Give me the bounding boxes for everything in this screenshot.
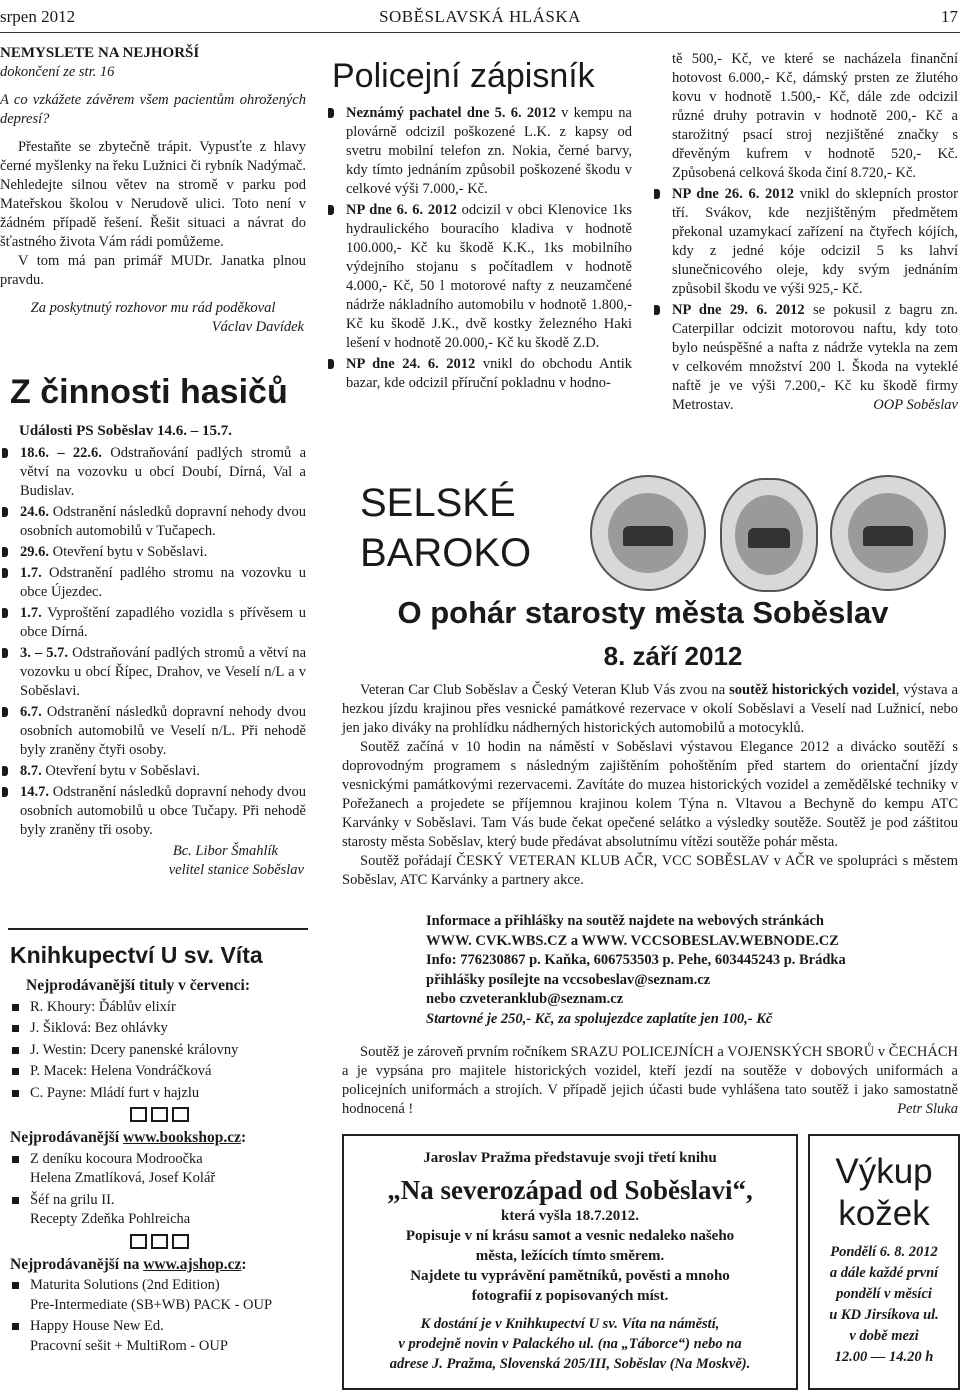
bullet-icon — [12, 1025, 19, 1032]
hasici-list — [0, 444, 306, 840]
policie-title: Policejní zápisník — [332, 57, 595, 95]
baroko-paragraph: Veteran Car Club Soběslav a Český Veteran Klub Vás zvou na soutěž historických vozidel, výstava a hezkou jízdu krajinou přes vesnické památkové rezervace v okolí Soběslavi a Veselí nad Lužnicí, nebo jen jako diváky na prohlídku nádherných historických automobilů a motocyklů. — [342, 682, 958, 736]
article-paragraph: Přestaňte se zbytečně trápit. Vypusťte z hlavy černé myšlenky na řeku Lužnici či rybník Nadýmač. Nehledejte silnou větev na stromě v parku pod Mateřskou školou v Nerudově ulici. Toto není v žádném případě řešení. Řešit situaci a návrat do šťastného života Vám rádi pomůžeme. — [0, 139, 306, 250]
bullet-icon — [328, 205, 334, 215]
list-item: 14.7. Odstranění následků dopravní nehody dvou osobních automobilů u obce Tučapy. Při nehodě byly zraněny tři osoby. — [0, 783, 306, 840]
ajshop-link[interactable]: www.ajshop.cz — [143, 1255, 242, 1273]
knihkupectvi-subtitle: Nejprodávanější www.bookshop.cz: — [10, 1129, 247, 1146]
knihkupectvi-subtitle: Nejprodávanější na www.ajshop.cz: — [10, 1255, 247, 1273]
baroko-logo-text: SELSKÉ BAROKO — [360, 481, 532, 575]
hasici-signature-role: velitel stanice Soběslav — [168, 862, 304, 878]
bullet-icon — [2, 568, 8, 578]
veteran-club-emblem-icon — [720, 478, 818, 592]
hasici-signature: Bc. Libor Šmahlík — [172, 843, 278, 859]
bullet-icon — [12, 1068, 19, 1075]
list-item: Z deníku kocoura Modroočka Helena Zmatlíková, Josef Kolář — [10, 1150, 308, 1189]
bullet-icon — [2, 507, 8, 517]
list-item: C. Payne: Mládí furt v hajzlu — [10, 1084, 308, 1104]
article-question: A co vzkážete závěrem všem pacientům ohrožených depresí? — [0, 92, 306, 127]
list-item: NP dne 29. 6. 2012 se pokusil z bagru zn. Caterpillar odcizit motorovou naftu, kdy toto bylo neúspěšné a nafta z nádrže vytekla na zem v celkovém množství 200 l. Škoda na vyteklé naftě je ve výši 7.200,- Kč ku škodě firmy Metrostav. — [652, 301, 958, 415]
list-item: NP dne 24. 6. 2012 vnikl do obchodu Antik bazar, kde odcizil příruční pokladnu v hodno- — [326, 355, 632, 395]
list-item: Neznámý pachatel dne 5. 6. 2012 v kempu na plovárně odcizil poškozené L.K. z kapsy od svetru mobilní telefon zn. Nokia, černé barvy, kdy tímto jednáním způsobil poškozené škodu v celkové výši 7.000,- Kč. — [326, 104, 632, 199]
article-subtitle: dokončení ze str. 16 — [0, 64, 115, 80]
list-item: 6.7. Odstranění následků dopravní nehody dvou osobních automobilů ve Veselí n/L. Při nehodě byly zraněny čtyři osoby. — [0, 703, 306, 760]
bullet-icon — [2, 608, 8, 618]
kniha-text: Jaroslav Pražma představuje svoji třetí knihu „Na severozápad od Soběslavi“, která vyšla 18.7.2012. Popisuje v ní krásu samot a vesnic nedaleko našeho města, ležících tímto směrem. Najdete tu vyprávění pamětníků, pověsti a mnoho fotografií z popisovaných míst. K dostání je v Knihkupectví U sv. Víta na náměstí, v prodejně novin v Palackého ul. (na „Táborce“) nebo na adrese J. Pražma, Slovenská 205/III, Soběslav (Na Moskvě). — [387, 1150, 753, 1372]
list-item: J. Šiklová: Bez ohlávky — [10, 1019, 308, 1039]
article-credit: Za poskytnutý rozhovor mu rád poděkoval — [30, 300, 276, 316]
bullet-icon — [12, 1282, 19, 1289]
policie-item-continued: tě 500,- Kč, ve které se nacházela finanční hotovost 6.000,- Kč, dámský prsten ze žlutého kovu v hodnotě 1.500,- Kč, dále zde odcizil různé druhy potravin v hodnotě 200,- Kč a starožitný psací stroj nezjištěné značky s dřevěným kufrem v hodnotě 520,- Kč. Způsobená celková škoda činí 8.720,- Kč. — [672, 51, 958, 181]
bullet-icon — [2, 766, 8, 776]
list-item: 1.7. Odstranění padlého stromu na vozovku u obce Újezdec. — [0, 564, 306, 602]
baroko-paragraph: Soutěž začíná v 10 hodin na náměstí v Soběslavi výstavou Elegance 2012 a divácko soutěží s doprovodným programem s následným zajištěním pohoštěním před startem do orientační jízdy vesnickými památkovými rezervacemi. Zavítáte do muzea historických vozidel a zemědělské techniky v Pořežanech a projedete se příjemnou krajinou kolem Týna n. Vltavou a Bechyně do kempu ATC Karvánky v Soběslavi. Tam Vás bude čekat opečené selátko a výsledky soutěže. Soutěž je pod záštitou starosty města Soběslav, který bude předávat absolutnímu vítězi soutěže pohár města. — [342, 739, 958, 850]
knihkupectvi-section — [10, 940, 308, 1358]
list-item: R. Khoury: Ďáblův elixír — [10, 998, 308, 1018]
knihkupectvi-subtitle: Nejprodávanější tituly v červenci: — [26, 977, 250, 994]
bullet-icon — [654, 189, 660, 199]
article-title: NEMYSLETE NA NEJHORŠÍ — [0, 45, 200, 61]
baroko-text — [342, 681, 958, 890]
baroko-date: 8. září 2012 — [603, 641, 743, 671]
list-item: NP dne 6. 6. 2012 odcizil v obci Klenovice 1ks hydraulického bouracího kladiva v hodnotě 100.000,- Kč ku škodě K.K., 1ks mobilního výdejního stojanu s počítadlem v hodnotě 4.000,- Kč, 50 l motorové nafty z neuzamčené nádrže nákladního automobilu v hodnotě 1.800,- Kč ku škodě J.K., dvě kostky železného Haki lešení v hodnotě 20.000,- Kč ku škodě Z.D. — [326, 201, 632, 353]
header-title: SOBĚSLAVSKÁ HLÁSKA — [379, 7, 581, 26]
list-item: J. Westin: Dcery panenské královny — [10, 1041, 308, 1061]
list-item: 18.6. – 22.6. Odstraňování padlých stromů a větví na vozovku u obcí Doubí, Dírná, Val a Budislav. — [0, 444, 306, 501]
bullet-icon — [328, 108, 334, 118]
policie-item-2-part: vnikl do obchodu Antik bazar, kde odcizil příruční pokladnu v hodno- — [346, 356, 632, 391]
list-item: Šéf na grilu II. Recepty Zdeňka Pohlreicha — [10, 1191, 308, 1230]
list-item: 8.7. Otevření bytu v Soběslavi. — [0, 762, 306, 781]
hasici-title: Z činnosti hasičů — [10, 373, 288, 411]
bullet-icon — [2, 787, 8, 797]
list-item: 29.6. Otevření bytu v Soběslavi. — [0, 543, 306, 562]
bullet-icon — [12, 1090, 19, 1097]
vcc-emblem-icon — [830, 475, 946, 591]
list-item: Happy House New Ed. Pracovní sešit + MultiRom - OUP — [10, 1317, 308, 1356]
bullet-icon — [12, 1004, 19, 1011]
policie-col-2 — [652, 50, 958, 415]
bullet-icon — [12, 1197, 19, 1204]
baroko-paragraph: Soutěž pořádají ČESKÝ VETERAN KLUB AČR, VCC SOBĚSLAV v AČR ve spolupráci s městem Soběslav, ATC Karvánky a partnery akce. — [342, 853, 958, 888]
list-item: 3. – 5.7. Odstraňování padlých stromů a větví na vozovku u obcí Řípec, Drahov, ve Veselí n/L a v Soběslavi. — [0, 644, 306, 701]
separator-boxes-icon — [10, 1232, 308, 1252]
list-item: 1.7. Vyproštění zapadlého vozidla s přívěsem u obce Dírná. — [0, 604, 306, 642]
list-item: 24.6. Odstranění následků dopravní nehody dvou osobních automobilů v Tučapech. — [0, 503, 306, 541]
bullet-icon — [2, 547, 8, 557]
baroko-paragraph: Soutěž je zároveň prvním ročníkem SRAZU POLICEJNÍCH a VOJENSKÝCH SBORŮ v ČECHÁCH a je vypsána pro majitele historických vozidel, kteří jezdí na soutěže v dobových uniformách a policejních uniformách a strojích. V případě jejich účasti bude vyhlášena tato soutěž i jako samostatně hodnocená ! — [342, 1044, 958, 1117]
list-item: NP dne 26. 6. 2012 vnikl do sklepních prostor tří. Svákov, kde nezjištěným předmětem překonal uzamykací zařízení na čtyřech kójích, kdy z jedné kóje odcizil 5 ks lahví slunečnicového oleje, kdy svým jednáním způsobil škodu ve výši 925,- Kč. — [652, 185, 958, 299]
bullet-icon — [654, 305, 660, 315]
page-number: 17 — [941, 7, 958, 26]
bullet-icon — [2, 448, 8, 458]
hasici-subtitle: Události PS Soběslav 14.6. – 15.7. — [19, 423, 232, 439]
bookshop-link[interactable]: www.bookshop.cz — [122, 1129, 241, 1146]
knihkupectvi-title: Knihkupectví U sv. Víta — [10, 942, 263, 968]
header-date: srpen 2012 — [0, 7, 76, 26]
vykup-text: Výkup kožek Pondělí 6. 8. 2012 a dále každé první pondělí v měsíci u KD Jirsíkova ul. v době mezi 12.00 — 14.20 h — [829, 1152, 939, 1365]
baroko-text-2 — [342, 1043, 958, 1119]
article-nemyslete — [0, 44, 306, 337]
bullet-icon — [328, 359, 334, 369]
article-paragraph: V tom má pan primář MUDr. Janatka plnou pravdu. — [0, 253, 306, 288]
policie-signature: OOP Soběslav — [873, 397, 958, 413]
list-item: P. Macek: Helena Vondráčková — [10, 1062, 308, 1082]
bullet-icon — [2, 648, 8, 658]
baroko-info: Informace a přihlášky na soutěž najdete na webových stránkách WWW. CVK.WBS.CZ a WWW. VCCSOBESLAV.WEBNODE.CZ Info: 776230867 p. Kaňka, 606753503 p. Pehe, 603445243 p. Brádka přihlášky posílejte na vccsobeslav@seznam.cz nebo czveteranklub@seznam.cz Startovné je 250,- Kč, za spolujezdce zaplatíte jen 100,- Kč — [426, 913, 846, 1027]
separator-boxes-icon — [10, 1105, 308, 1125]
baroko-title: O pohár starosty města Soběslav — [397, 595, 889, 630]
bullet-icon — [12, 1047, 19, 1054]
bullet-icon — [12, 1156, 19, 1163]
bullet-icon — [2, 707, 8, 717]
article-author: Václav Davídek — [211, 319, 304, 335]
policie-col-1 — [326, 104, 632, 395]
club-emblem-icon — [590, 475, 706, 591]
hasici-section — [0, 422, 306, 880]
page-header — [0, 3, 960, 33]
baroko-signature: Petr Sluka — [897, 1101, 958, 1117]
list-item: Maturita Solutions (2nd Edition) Pre-Intermediate (SB+WB) PACK - OUP — [10, 1276, 308, 1315]
header-rule — [0, 32, 960, 33]
bullet-icon — [12, 1323, 19, 1330]
